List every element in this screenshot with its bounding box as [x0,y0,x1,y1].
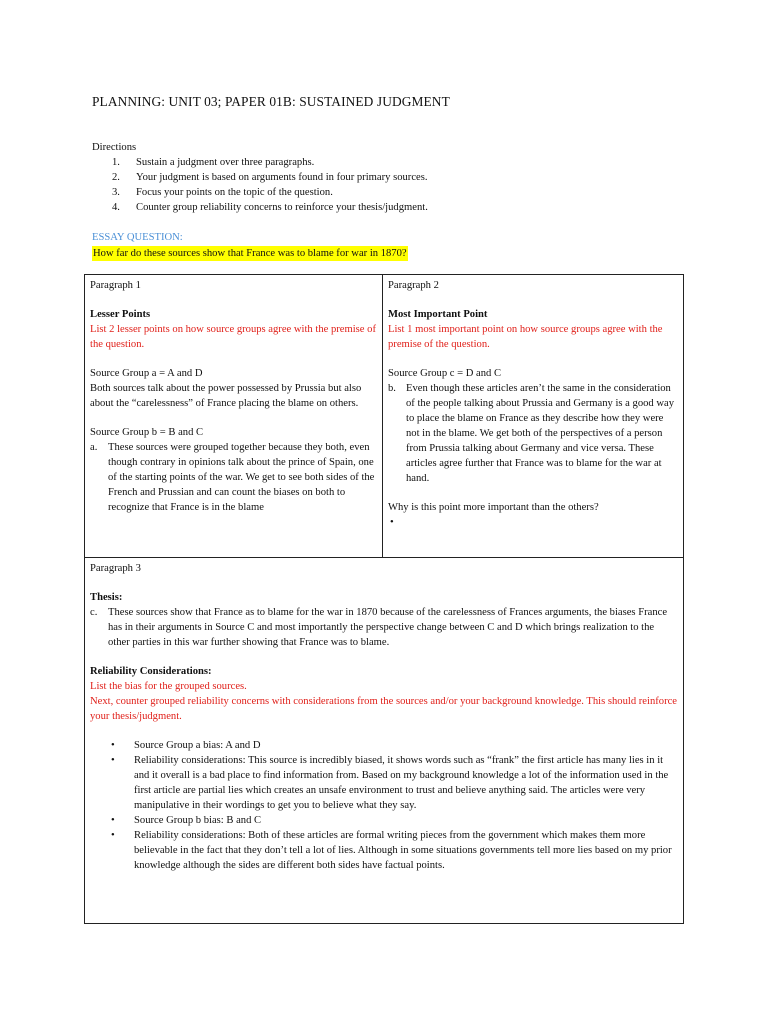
thesis-point [90,605,678,650]
list-item: • Source Group b bias: B and C [111,815,262,826]
list-item: • Source Group a bias: A and D [111,740,261,751]
source-group-c-point [388,381,678,486]
source-group-a-label: Source Group a = A and D [90,368,203,379]
planning-table [84,274,684,924]
most-important-point-heading: Most Important Point [388,309,488,320]
lesser-points-heading: Lesser Points [90,309,151,320]
directions-list [92,155,692,215]
source-group-b-point [90,440,377,515]
directions-heading: Directions [92,142,137,153]
list-item: • Reliability considerations: This source is incredibly biased, it shows words such as “frank” the first article has many lies in it and it overall is a bad place to find information from. Based on my background knowledge a lot of the information used in the first article are partial lies which creates an unsafe environment to trust and believe anything said. The articles were very manipulative in their wordings to get you to believe what they say. [111,755,669,811]
source-group-c-label: Source Group c = D and C [388,368,502,379]
source-group-a-text: Both sources talk about the power possessed by Prussia but also about the “carelessness” of France placing the blame on others. [90,383,362,409]
paragraph-3-cell [85,558,683,923]
paragraph-2-cell [383,275,683,558]
reliability-instruction-1: List the bias for the grouped sources. [90,681,247,692]
why-important-question: Why is this point more important than the others? [388,502,599,513]
lesser-points-instruction: List 2 lesser points on how source groups agree with the premise of the question. [90,324,376,350]
thesis-heading: Thesis: [90,592,123,603]
directions-item: 4. Counter group reliability concerns to reinforce your thesis/judgment. [112,202,428,213]
source-group-b-text: These sources were grouped together because they both, even though contrary in opinions talk about the prince of Spain, one of the starting points of the war. We get to see both sides of the French and Prussian and can count the biases on both to recognize that France is in the blame [108,442,375,513]
paragraph-1-label: Paragraph 1 [90,280,141,291]
source-group-c-text: Even though these articles aren’t the same in the consideration of the people talking about Prussia and Germany is a good way to place the blame on France as they describe how they were not in the blame. We get both of the perspectives of a person from Prussia talking about Germany and vice versa. These articles agree further that France was to blame for the war at hand. [406,383,675,484]
directions-item: 3. Focus your points on the topic of the question. [112,187,333,198]
paragraph-1-cell [85,275,383,558]
essay-question-text: How far do these sources show that France was to blame for war in 1870? [93,248,407,259]
source-group-b-label: Source Group b = B and C [90,427,204,438]
bullet-icon: • [111,830,115,841]
bullet-icon: • [111,740,115,751]
reliability-bullet-list [90,738,678,873]
list-marker: c. [90,607,98,618]
directions-item: 2. Your judgment is based on arguments found in four primary sources. [112,172,428,183]
reliability-heading: Reliability Considerations: [90,666,212,677]
reliability-instruction-2: Next, counter grouped reliability concerns with considerations from the sources and/or your background knowledge. This should reinforce your thesis/judgment. [90,696,678,722]
page-title: PLANNING: UNIT 03; PAPER 01B: SUSTAINED JUDGMENT [92,94,450,109]
directions-section [92,140,692,215]
empty-bullet: • [390,517,394,528]
thesis-text: These sources show that France as to blame for the war in 1870 because of the carelessness of Frances arguments, the biases France has in their arguments in Source C and most importantly the perspective change between C and D which brings realization to the other parties in this war further showing that France was to blame. [108,607,668,648]
paragraph-2-label: Paragraph 2 [388,280,439,291]
most-important-point-instruction: List 1 most important point on how source groups agree with the premise of the question. [388,324,663,350]
bullet-icon: • [111,815,115,826]
essay-question-label: ESSAY QUESTION: [92,232,183,243]
directions-item: 1. Sustain a judgment over three paragraphs. [112,157,315,168]
list-marker: b. [388,383,396,394]
list-item: • Reliability considerations: Both of these articles are formal writing pieces from the government which makes them more believable in the fact that they don’t tell a lot of lies. Although in some situations governments tell more lies based on my prior knowledge although the sides are different both sides have factual points. [111,830,672,871]
paragraph-3-label: Paragraph 3 [90,563,141,574]
list-marker: a. [90,442,98,453]
bullet-icon: • [111,755,115,766]
